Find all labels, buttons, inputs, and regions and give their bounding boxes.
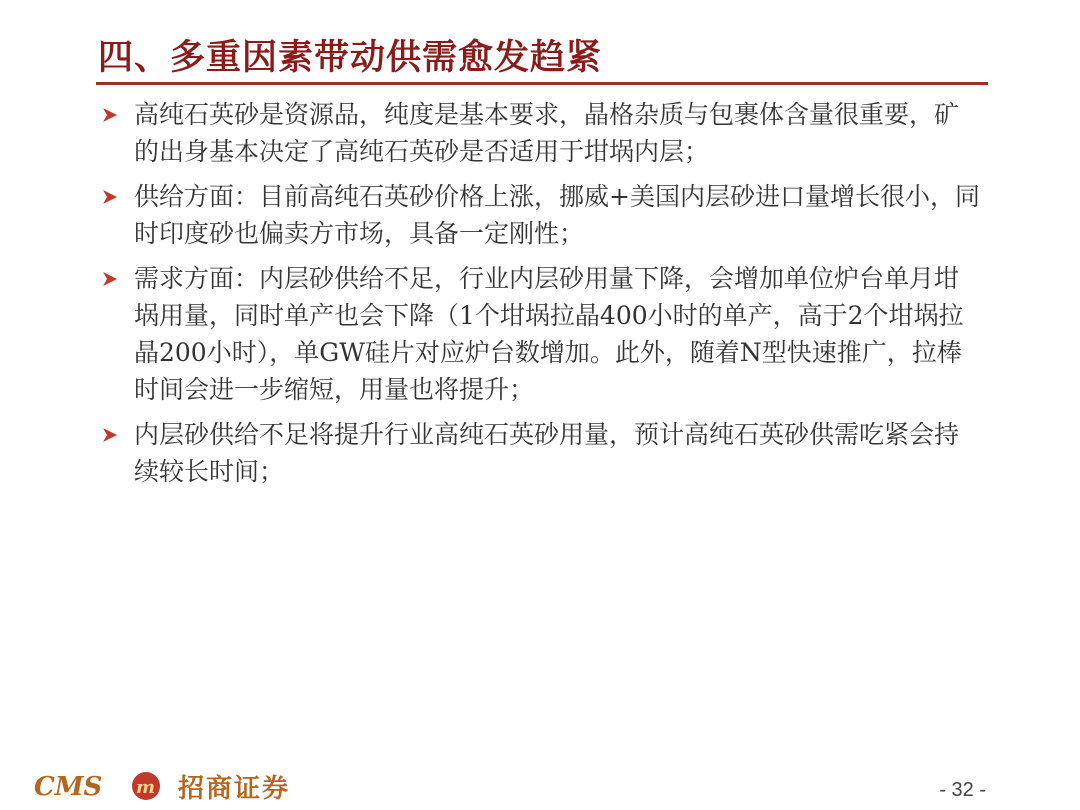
svg-text:m: m	[136, 777, 156, 798]
bullet-text: 需求方面：内层砂供给不足，行业内层砂用量下降，会增加单位炉台单月坩埚用量，同时单产也会下降（1个坩埚拉晶400小时的单产，高于2个坩埚拉晶200小时），单GW硅片对应炉台数增加。此外，随着N型快速推广，拉棒时间会进一步缩短，用量也将提升；	[134, 264, 964, 404]
list-item	[100, 416, 980, 490]
arrow-triangle-icon	[100, 269, 120, 289]
company-logo	[30, 766, 290, 806]
list-item	[100, 260, 980, 408]
cms-logo-icon	[30, 769, 170, 803]
arrow-triangle-icon	[100, 187, 120, 207]
arrow-triangle-icon	[100, 425, 120, 445]
title-divider	[96, 82, 988, 85]
page-title: 四、多重因素带动供需愈发趋紧	[98, 38, 603, 78]
list-item	[100, 178, 980, 252]
bullet-text: 供给方面：目前高纯石英砂价格上涨，挪威+美国内层砂进口量增长很小，同时印度砂也偏卖方市场，具备一定刚性；	[134, 182, 980, 248]
list-item	[100, 96, 980, 170]
arrow-triangle-icon	[100, 105, 120, 125]
svg-text:CMS: CMS	[34, 772, 103, 802]
bullet-list	[100, 96, 980, 498]
bullet-text: 高纯石英砂是资源品，纯度是基本要求，晶格杂质与包裹体含量很重要，矿的出身基本决定了高纯石英砂是否适用于坩埚内层；	[134, 100, 960, 166]
page-number: - 32 -	[939, 779, 986, 801]
company-name: 招商证券	[178, 773, 291, 804]
bullet-text: 内层砂供给不足将提升行业高纯石英砂用量，预计高纯石英砂供需吃紧会持续较长时间；	[134, 420, 960, 486]
